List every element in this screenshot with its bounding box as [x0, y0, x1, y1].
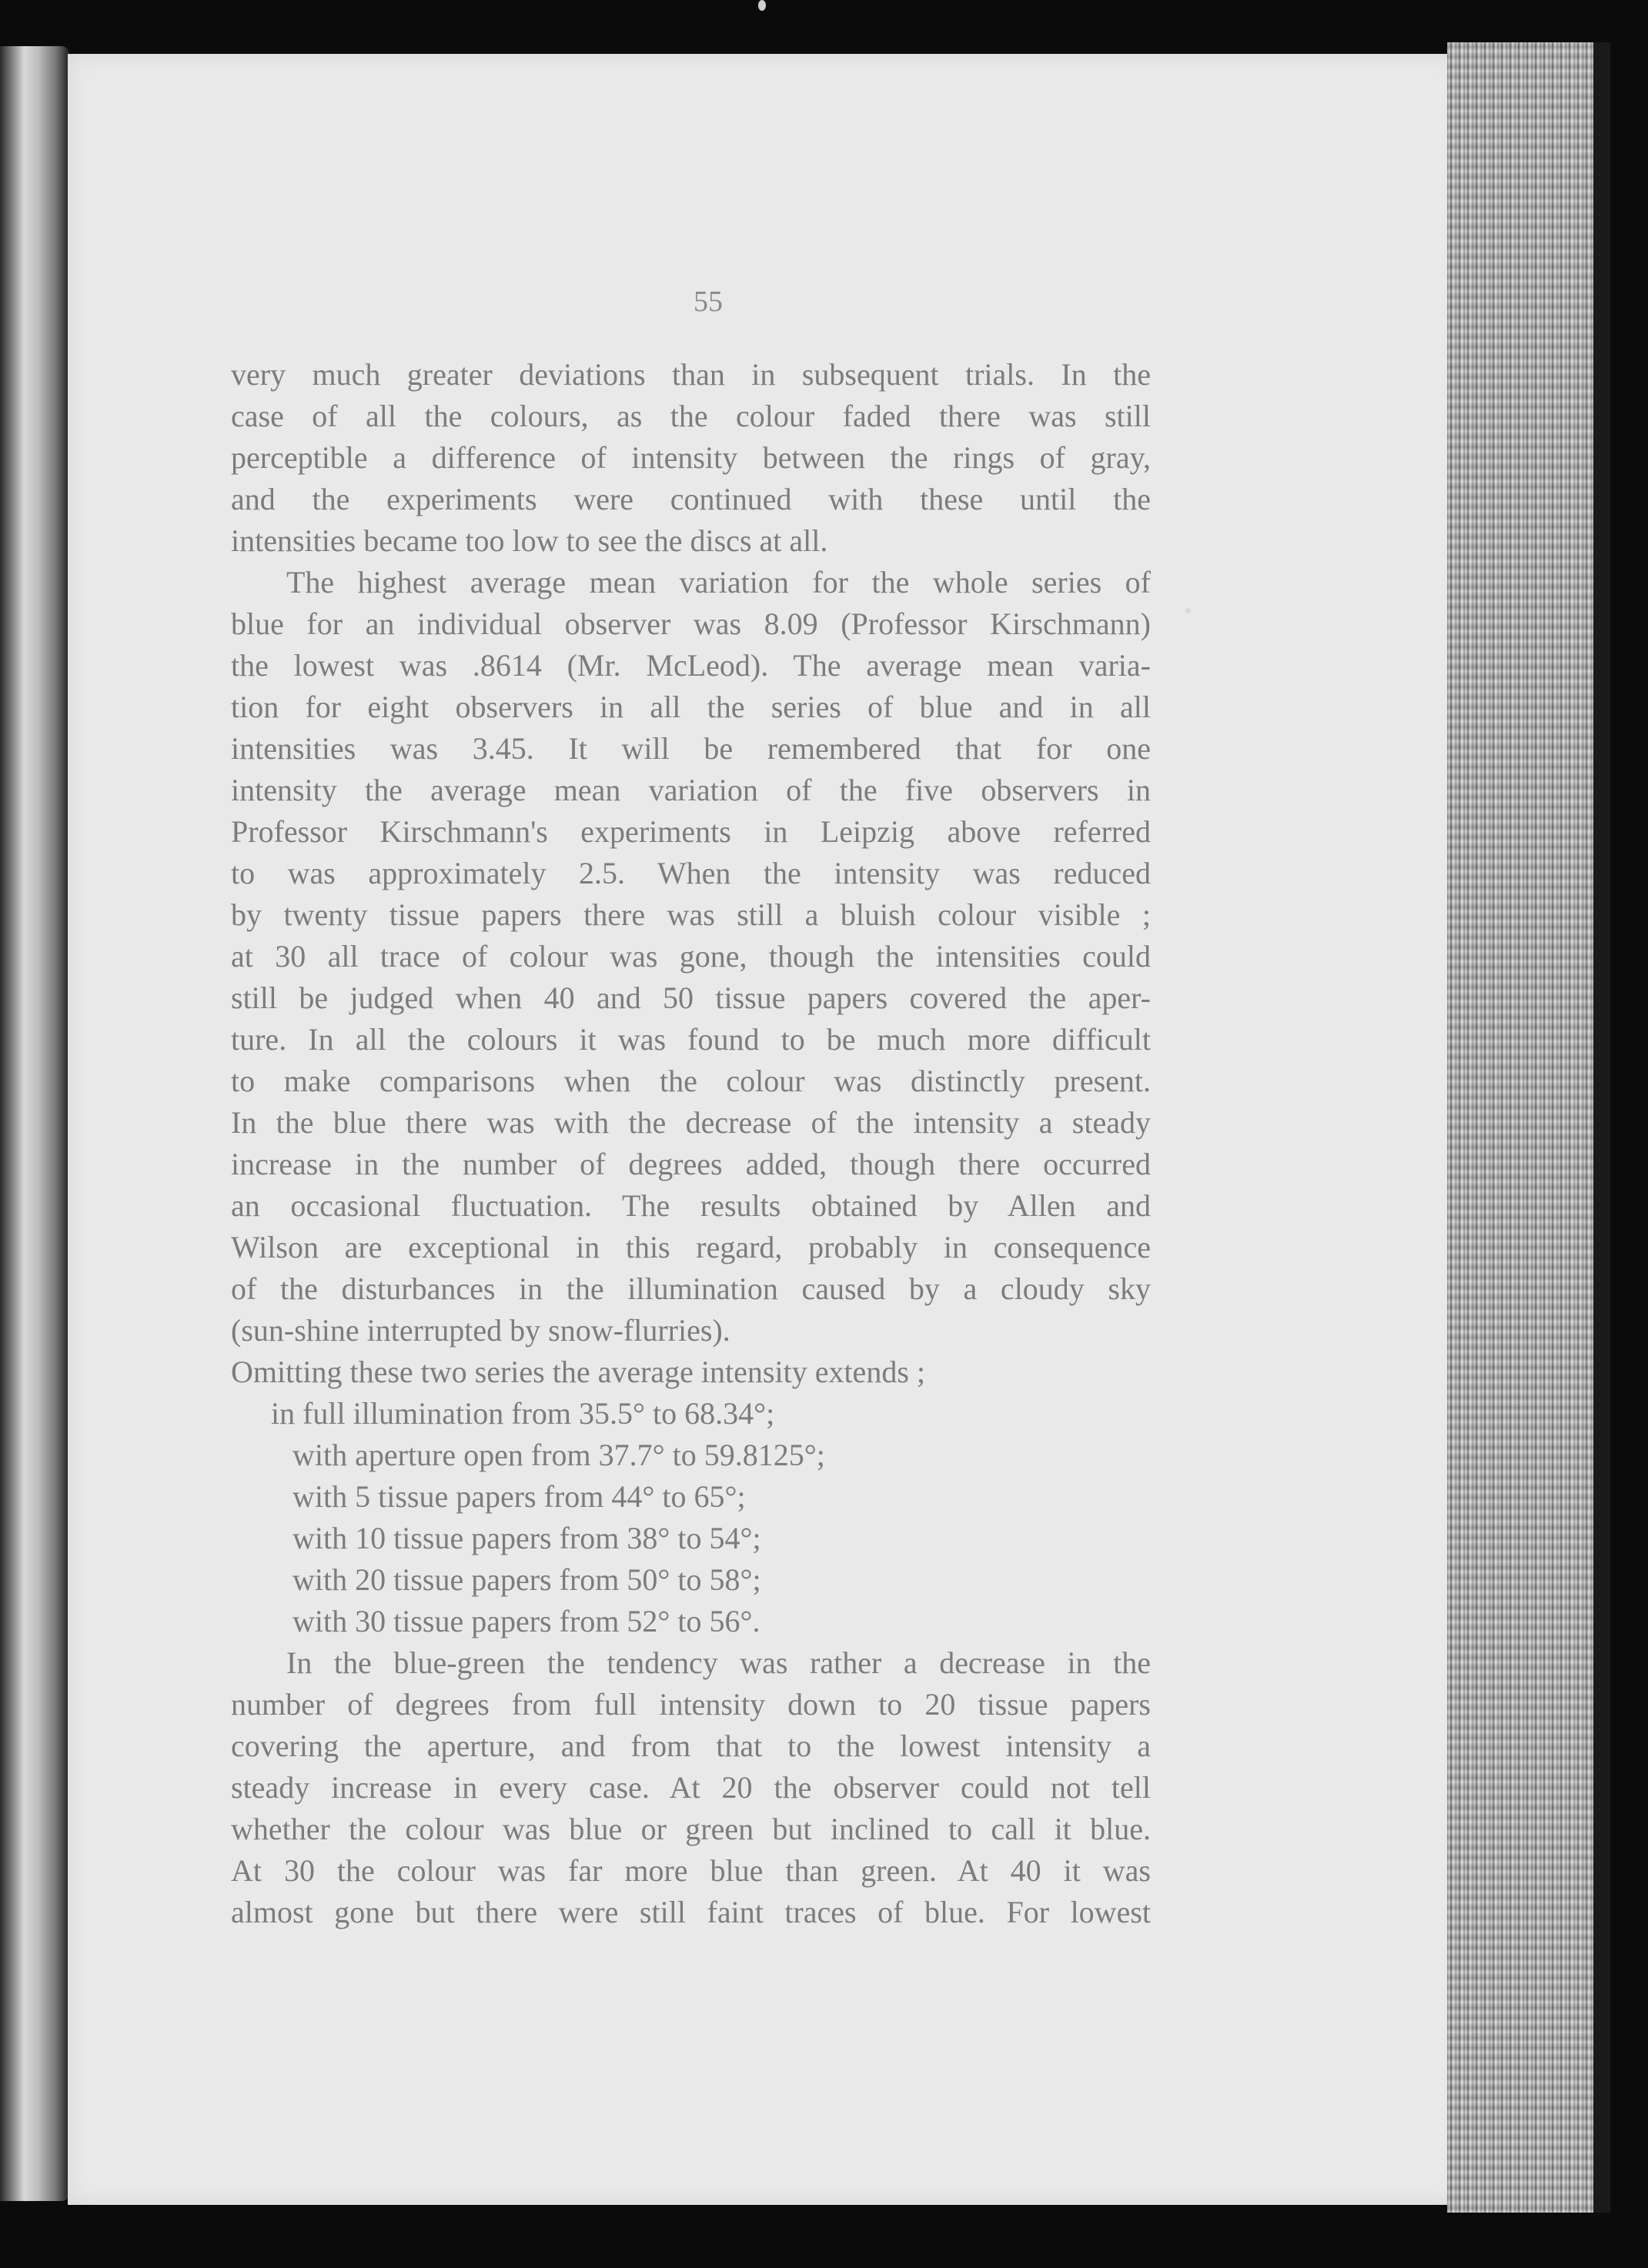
text-line: Professor Kirschmann's experiments in Leipzig above referred	[231, 814, 1151, 849]
list-item: with 30 tissue papers from 52° to 56°.	[292, 1604, 760, 1638]
text-line: of the disturbances in the illumination caused by a cloudy sky	[231, 1271, 1151, 1306]
summary-intro: Omitting these two series the average intensity extends ;	[231, 1354, 925, 1389]
paragraph-3	[231, 1642, 1151, 1933]
text-line: intensity the average mean variation of the five observers in	[231, 773, 1151, 807]
text-line: still be judged when 40 and 50 tissue papers covered the aper-	[231, 980, 1151, 1015]
text-line: tion for eight observers in all the series of blue and in all	[231, 690, 1151, 724]
list-item: with 10 tissue papers from 38° to 54°;	[292, 1521, 761, 1555]
intensity-summary	[231, 1351, 1151, 1642]
page-number: 55	[694, 286, 723, 318]
intensity-list	[231, 1393, 1151, 1642]
paragraph-2	[231, 562, 1151, 1351]
text-line: the lowest was .8614 (Mr. McLeod). The average mean varia-	[231, 648, 1151, 683]
book-left-edge	[0, 46, 69, 2201]
list-item: with 5 tissue papers from 44° to 65°;	[292, 1479, 746, 1514]
list-item: in full illumination from 35.5° to 68.34°;	[271, 1396, 775, 1431]
text-line: intensities became too low to see the discs at all.	[231, 523, 828, 558]
scan-speck	[758, 0, 766, 11]
text-line: intensities was 3.45. It will be remembered that for one	[231, 731, 1151, 766]
book-page-edges	[1447, 42, 1601, 2213]
text-line: The highest average mean variation for the whole series of	[286, 565, 1151, 600]
text-line: an occasional fluctuation. The results obtained by Allen and	[231, 1188, 1151, 1223]
text-line: In the blue there was with the decrease of the intensity a steady	[231, 1105, 1151, 1140]
text-line: by twenty tissue papers there was still a bluish colour visible ;	[231, 897, 1151, 932]
text-line: steady increase in every case. At 20 the observer could not tell	[231, 1770, 1151, 1805]
text-line: to make comparisons when the colour was distinctly present.	[231, 1064, 1151, 1098]
list-item: with 20 tissue papers from 50° to 58°;	[292, 1562, 761, 1597]
paragraph-1	[231, 354, 1151, 562]
text-line: (sun-shine interrupted by snow-flurries).	[231, 1313, 730, 1348]
text-line: at 30 all trace of colour was gone, though the intensities could	[231, 939, 1151, 974]
text-line: number of degrees from full intensity down to 20 tissue papers	[231, 1687, 1151, 1722]
text-line: case of all the colours, as the colour faded there was still	[231, 399, 1151, 433]
text-line: whether the colour was blue or green but inclined to call it blue.	[231, 1812, 1151, 1846]
text-line: blue for an individual observer was 8.09 (Professor Kirschmann)	[231, 606, 1151, 641]
page-body	[231, 354, 1151, 1933]
text-line: In the blue-green the tendency was rather a decrease in the	[286, 1645, 1151, 1680]
text-line: covering the aperture, and from that to the lowest intensity a	[231, 1729, 1151, 1763]
text-line: very much greater deviations than in subsequent trials. In the	[231, 357, 1151, 392]
text-line: perceptible a difference of intensity between the rings of gray,	[231, 440, 1151, 475]
text-line: Wilson are exceptional in this regard, probably in consequence	[231, 1230, 1151, 1264]
text-line: At 30 the colour was far more blue than green. At 40 it was	[231, 1853, 1151, 1888]
text-line: and the experiments were continued with these until the	[231, 482, 1151, 516]
scan-speck	[1185, 608, 1191, 613]
book-spine-shadow	[1593, 42, 1610, 2213]
text-line: to was approximately 2.5. When the intensity was reduced	[231, 856, 1151, 890]
list-item: with aperture open from 37.7° to 59.8125°;	[292, 1438, 825, 1472]
text-line: ture. In all the colours it was found to be much more difficult	[231, 1022, 1151, 1057]
text-line: almost gone but there were still faint traces of blue. For lowest	[231, 1895, 1151, 1929]
text-line: increase in the number of degrees added, though there occurred	[231, 1147, 1151, 1181]
